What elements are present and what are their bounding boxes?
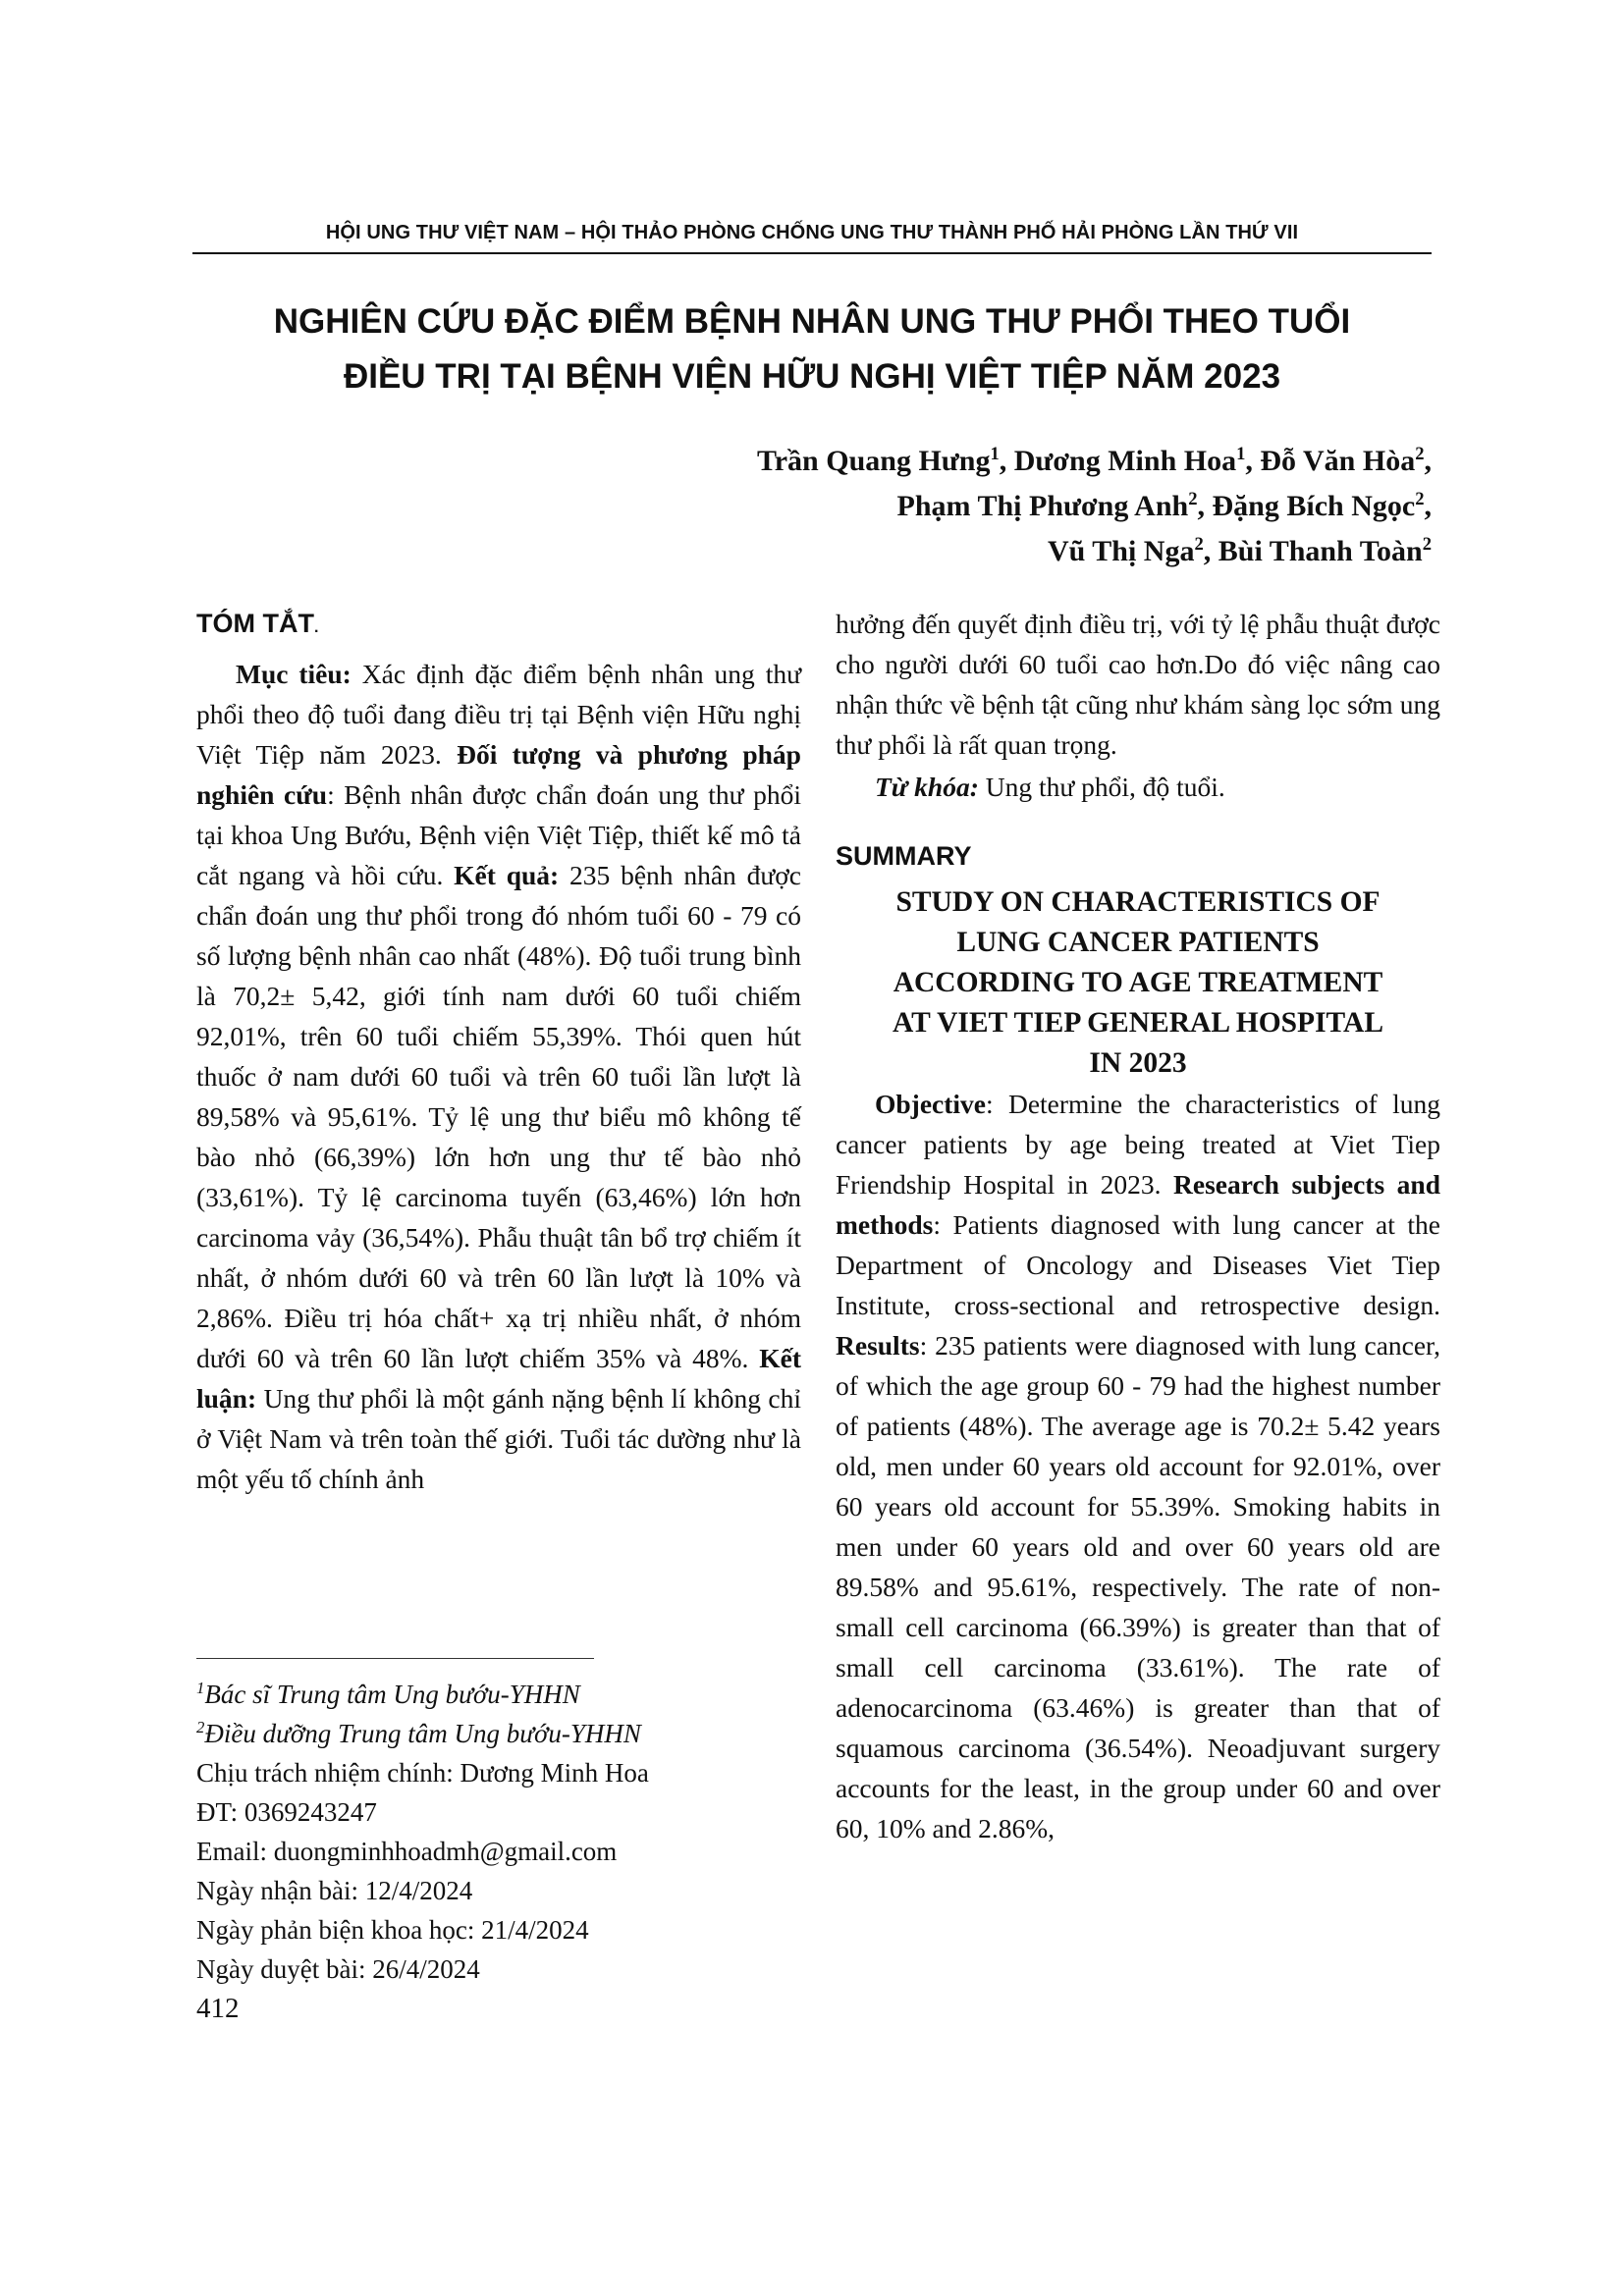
summary-title-line-4: AT VIET TIEP GENERAL HOSPITAL [892,1007,1384,1039]
methods-text: : Bệnh nhân được chẩn đoán ung thư phổi tại khoa Ung Bướu, Bệnh viện Việt Tiệp, thiết kế mô tả cắt ngang và hồi cứu. [196,779,801,890]
footnote-divider [196,1658,594,1659]
summary-title-line-2: LUNG CANCER PATIENTS [956,927,1320,958]
footnotes [196,1675,805,1989]
summary-paragraph [836,1084,1440,1848]
page-number: 412 [196,1993,240,2024]
en-objective-label: Objective [875,1089,987,1119]
article-title [192,294,1432,404]
author-line-2 [548,484,1432,529]
author-affiliation: 2 [1415,489,1425,509]
summary-title-line-3: ACCORDING TO AGE TREATMENT [893,967,1383,998]
article-title-line-1: NGHIÊN CỨU ĐẶC ĐIỂM BỆNH NHÂN UNG THƯ PHỔI THEO TUỔI [273,302,1351,341]
author-list [548,439,1432,574]
summary-title [836,882,1440,1084]
keywords-label: Từ khóa: [875,772,979,802]
author-name: Đặng Bích Ngọc [1212,490,1416,522]
footnote-received-date: Ngày nhận bài: 12/4/2024 [196,1876,473,1905]
en-methods-text: : Patients diagnosed with lung cancer at the Department of Oncology and Diseases Viet Tiep Institute, cross-sectional and retrospective design. [836,1209,1440,1320]
author-affiliation: 1 [1236,444,1246,464]
author-name: Phạm Thị Phương Anh [896,490,1189,522]
footnote-marker: 1 [196,1679,205,1697]
author-name: Trần Quang Hưng [756,445,991,477]
author-line-3 [548,529,1432,574]
keywords [836,767,1440,807]
footnote-phone: ĐT: 0369243247 [196,1797,377,1827]
keywords-text: Ung thư phổi, độ tuổi. [978,772,1225,802]
en-methods-label: Research subjects and methods [836,1169,1440,1240]
footnote-text: Điều dưỡng Trung tâm Ung bướu-YHHN [204,1719,641,1748]
results-text: 235 bệnh nhân được chẩn đoán ung thư phổi trong đó nhóm tuổi 60 - 79 có số lượng bệnh nhân cao nhất (48%). Độ tuổi trung bình là 70,2± 5,42, giới tính nam dưới 60 tuổi chiếm 92,01%, trên 60 tuổi chiếm 55,39%. Thói quen hút thuốc ở nam dưới 60 tuổi và trên 60 tuổi lần lượt là 89,58% và 95,61%. Tỷ lệ ung thư biểu mô không tế bào nhỏ (66,39%) lớn hơn ung thư tế bào nhỏ (33,61%). Tỷ lệ carcinoma tuyến (63,46%) lớn hơn carcinoma vảy (36,54%). Phẫu thuật tân bổ trợ chiếm ít nhất, ở nhóm dưới 60 và trên 60 lần lượt là 10% và 2,86%. Điều trị hóa chất+ xạ trị nhiều nhất, ở nhóm dưới 60 và trên 60 lần lượt chiếm 35% và 48%. [196,860,801,1373]
summary-title-line-5: IN 2023 [1089,1047,1187,1079]
author-separator: , [1424,445,1432,477]
conclusion-label: Kết luận: [196,1343,801,1414]
author-name: Dương Minh Hoa [1013,445,1237,477]
author-affiliation: 2 [1194,534,1204,555]
author-affiliation: 1 [990,444,1000,464]
author-separator: , [1197,490,1213,522]
summary-heading: SUMMARY [836,841,972,871]
abstract-vi-continuation: hưởng đến quyết định điều trị, với tỷ lệ phẫu thuật được cho người dưới 60 tuổi cao hơn.Do đó việc nâng cao nhận thức về bệnh tật cũng như khám sàng lọc sớm ung thư phổi là rất quan trọng. [836,609,1440,760]
objective-label: Mục tiêu: [236,659,352,689]
footnote-affiliation-2 [196,1714,805,1753]
en-objective-text: : Determine the characteristics of lung cancer patients by age being treated at Viet Tiep Friendship Hospital in 2023. [836,1089,1440,1200]
summary-title-line-1: STUDY ON CHARACTERISTICS OF [895,886,1380,918]
en-results-label: Results [836,1330,920,1361]
footnote-marker: 2 [196,1718,205,1736]
methods-label: Đối tượng và phương pháp nghiên cứu [196,739,801,810]
abstract-vi-heading-text: TÓM TẮT [196,609,314,638]
footnote-review-date: Ngày phản biện khoa học: 21/4/2024 [196,1915,589,1945]
author-separator: , [1203,535,1218,567]
author-name: Đỗ Văn Hòa [1260,445,1416,477]
abstract-vi-heading [196,604,801,648]
footnote-responsible: Chịu trách nhiệm chính: Dương Minh Hoa [196,1758,649,1788]
author-line-1 [548,439,1432,484]
right-column [836,604,1440,1848]
results-label: Kết quả: [454,860,560,890]
author-separator: , [999,445,1014,477]
author-name: Vũ Thị Nga [1047,535,1195,567]
author-separator: , [1245,445,1261,477]
en-results-text: : 235 patients were diagnosed with lung cancer, of which the age group 60 - 79 had the highest number of patients (48%). The average age is 70.2± 5.42 years old, men under 60 years old account for 92.01%, over 60 years old account for 55.39%. Smoking habits in men under 60 years old and over 60 years old are 89.58% and 95.61%, respectively. The rate of non-small cell carcinoma (66.39%) is greater than that of small cell carcinoma (33.61%). The rate of adenocarcinoma (63.46%) is greater than that of squamous carcinoma (36.54%). Neoadjuvant surgery accounts for the least, in the group under 60 and over 60, 10% and 2.86%, [836,1330,1440,1843]
author-affiliation: 2 [1422,534,1432,555]
objective-text: Xác định đặc điểm bệnh nhân ung thư phổi theo độ tuổi đang điều trị tại Bệnh viện Hữu nghị Việt Tiệp năm 2023. [196,659,801,770]
abstract-vi-heading-dot: . [313,619,319,636]
running-header: HỘI UNG THƯ VIỆT NAM – HỘI THẢO PHÒNG CHỐNG UNG THƯ THÀNH PHỐ HẢI PHÒNG LẦN THỨ VII [192,222,1432,254]
author-separator: , [1424,490,1432,522]
footnote-text: Bác sĩ Trung tâm Ung bướu-YHHN [204,1680,580,1709]
author-name: Bùi Thanh Toàn [1218,535,1423,567]
article-title-line-2: ĐIỀU TRỊ TẠI BỆNH VIỆN HỮU NGHỊ VIỆT TIỆP NĂM 2023 [343,357,1281,396]
left-column [196,604,801,1499]
footnote-email: Email: duongminhhoadmh@gmail.com [196,1837,618,1866]
conclusion-text: Ung thư phổi là một gánh nặng bệnh lí không chỉ ở Việt Nam và trên toàn thế giới. Tuổi tác dường như là một yếu tố chính ảnh [196,1383,801,1494]
author-affiliation: 2 [1415,444,1425,464]
footnote-affiliation-1 [196,1675,805,1714]
abstract-vi-paragraph [196,654,801,1499]
footnote-accepted-date: Ngày duyệt bài: 26/4/2024 [196,1954,480,1984]
author-affiliation: 2 [1188,489,1198,509]
